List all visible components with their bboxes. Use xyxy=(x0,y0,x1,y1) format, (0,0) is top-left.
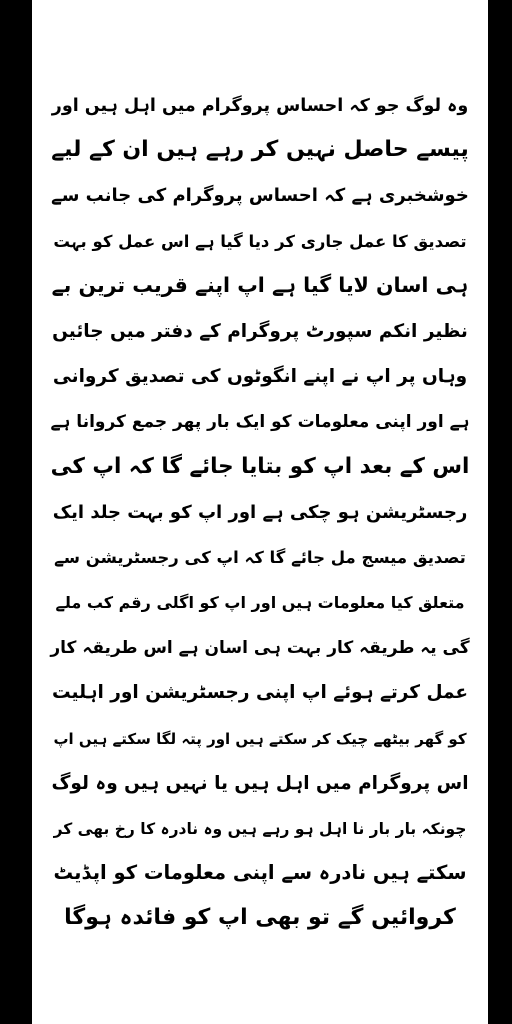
text-line-2: پیسے حاصل نہیں کر رہے ہیں ان کے لیے xyxy=(51,137,469,163)
text-line-12: متعلق کیا معلومات ہیں اور اپ کو اگلی رقم کب ملے xyxy=(55,593,465,613)
text-line-8: ہے اور اپنی معلومات کو ایک بار پھر جمع کروانا ہے xyxy=(50,412,470,433)
text-line-4: تصدیق کا عمل جاری کر دیا گیا ہے اس عمل کو بہت xyxy=(53,231,467,251)
text-line-7: وہاں پر اپ نے اپنے انگوٹوں کی تصدیق کروانی xyxy=(52,366,468,388)
text-line-11: تصدیق میسج مل جائے گا کہ اپ کی رجسٹریشن سے xyxy=(54,547,466,567)
text-line-13: گی یہ طریقہ کار بہت ہی اسان ہے اس طریقہ کار xyxy=(50,638,470,659)
text-line-3: خوشخبری ہے کہ احساس پروگرام کی جانب سے xyxy=(51,185,469,207)
urdu-text-block xyxy=(50,82,470,941)
text-line-14: عمل کرتے ہوئے اپ اپنی رجسٹریشن اور اہلیت xyxy=(51,682,469,704)
text-line-19: کروائیں گے تو بھی اپ کو فائدہ ہوگا xyxy=(64,905,456,931)
text-line-17: چونکہ بار بار نا اہل ہو رہے ہیں وہ نادرہ کا رخ بھی کر xyxy=(53,820,467,838)
text-line-5: ہی اسان لایا گیا ہے اپ اپنے قریب ترین بے xyxy=(51,272,469,297)
text-line-10: رجسٹریشن ہو چکی ہے اور اپ کو بہت جلد ایک xyxy=(52,501,468,523)
text-line-9: اس کے بعد اپ کو بتایا جائے گا کہ اپ کی xyxy=(50,453,470,479)
document-page xyxy=(32,0,488,1024)
text-line-15: کو گھر بیٹھے چیک کر سکتے ہیں اور پتہ لگا سکتے ہیں اپ xyxy=(53,729,467,748)
text-line-1: وہ لوگ جو کہ احساس پروگرام میں اہل ہیں اور xyxy=(51,96,469,116)
text-line-6: نظیر انکم سپورٹ پروگرام کے دفتر میں جائیں xyxy=(52,320,468,342)
text-line-16: اس پروگرام میں اہل ہیں یا نہیں ہیں وہ لوگ xyxy=(51,772,469,794)
text-line-18: سکتے ہیں نادرہ سے اپنی معلومات کو اپڈیٹ xyxy=(53,861,467,885)
